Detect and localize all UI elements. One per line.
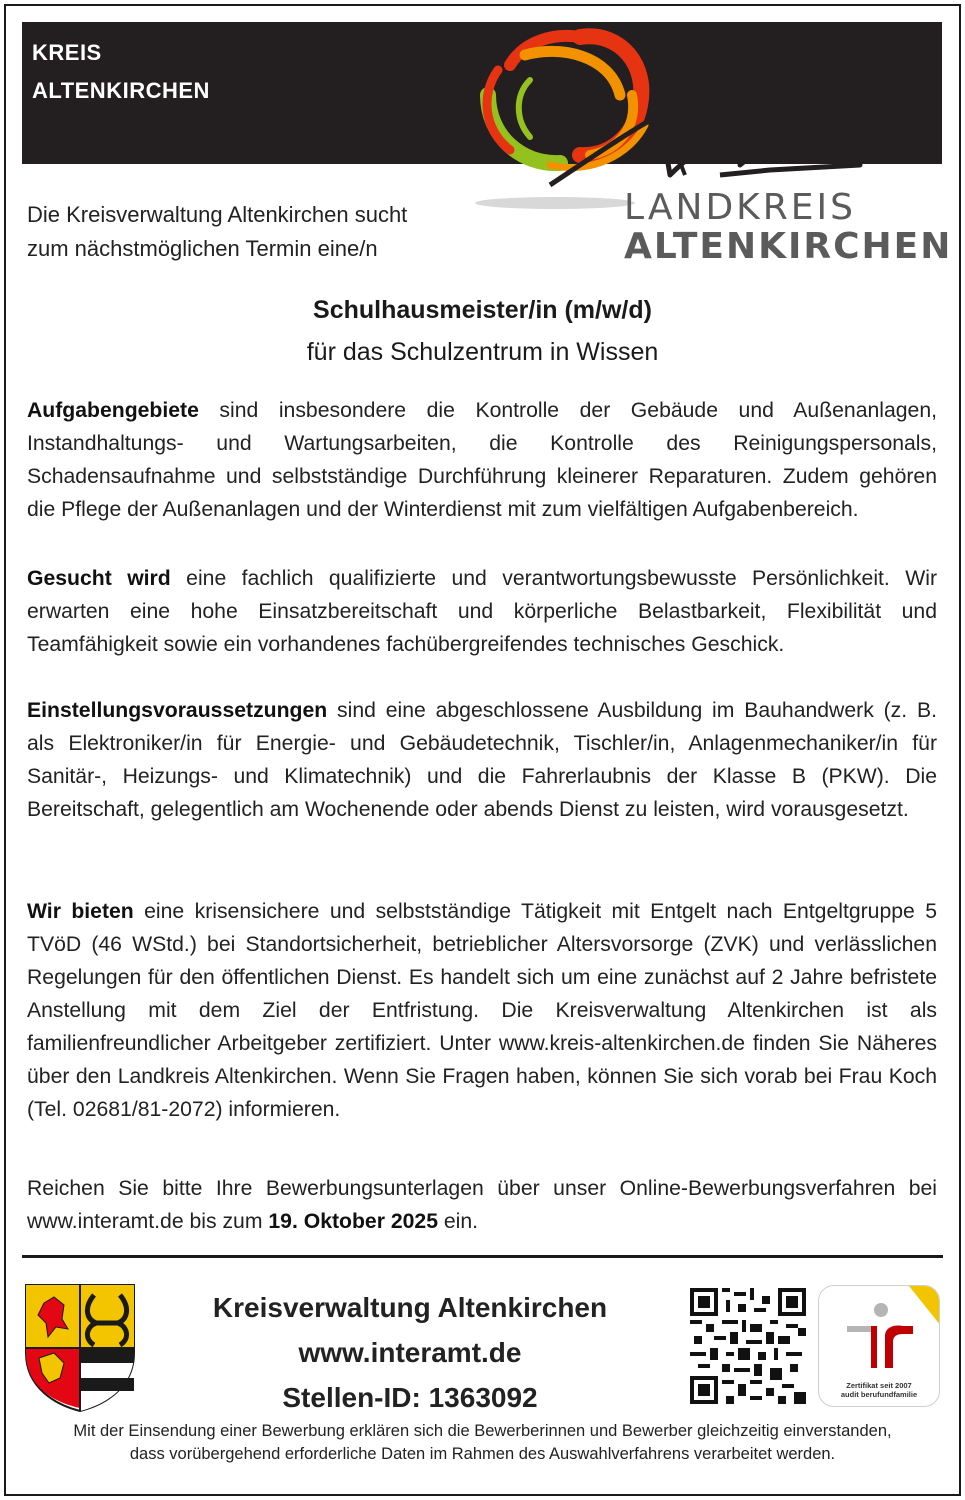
contact-block [160, 1285, 660, 1420]
section-gesucht [27, 562, 937, 661]
bieten-label: Wir bieten [27, 900, 134, 923]
section-aufgaben [27, 394, 937, 526]
job-subtitle: für das Schulzentrum in Wissen [306, 338, 659, 366]
disclaimer-line1: Mit der Einsendung einer Bewerbung erklären sich die Bewerberinnen und Bewerber gleichzeitig einverstanden, [73, 1422, 892, 1440]
altenkirchen-label: ALTENKIRCHEN [624, 226, 953, 267]
job-title: Schulhausmeister/in (m/w/d) [313, 296, 652, 324]
intro-text [27, 198, 467, 266]
kreis-line2: ALTENKIRCHEN [32, 78, 210, 103]
apply-text1: Reichen Sie bitte Ihre Bewerbungsunterlagen über unser Online-Bewerbungsverfahren bei www.interamt.de bis zum [27, 1177, 937, 1233]
bieten-text: eine krisensichere und selbstständige Tätigkeit mit Entgelt nach Entgeltgruppe 5 TVöD (46 WStd.) bei Standortsicherheit, betrieblicher Altersvorsorge (ZVK) und verlässlichen Regelungen für den öffentlichen Dienst. Es handelt sich um eine zunächst auf 2 Jahre befristete Anstellung mit dem Ziel der Entfristung. Die Kreisverwaltung Altenkirchen ist als familienfreundlicher Arbeitgeber zertifiziert. Unter www.kreis-altenkirchen.de finden Sie Näheres über den Landkreis Altenkirchen. Wenn Sie Fragen haben, können Sie sich vorab bei Frau Koch (Tel. 02681/81-2072) informieren. [27, 900, 937, 1121]
qr-code-icon[interactable] [690, 1288, 806, 1404]
disclaimer-line2: dass vorübergehend erforderliche Daten im Rahmen des Auswahlverfahrens verarbeitet werden. [129, 1445, 836, 1463]
apply-deadline: 19. Oktober 2025 [268, 1210, 438, 1233]
section-bieten [27, 895, 937, 1126]
gesucht-text: eine fachlich qualifizierte und verantwortungsbewusste Persönlichkeit. Wir erwarten eine hohe Einsatzbereitschaft und körperliche Belastbarkeit, Flexibilität und Teamfähigkeit sowie ein vorhandenes fachübergreifendes technisches Geschick. [27, 567, 937, 656]
section-einstellung [27, 694, 937, 826]
contact-website[interactable]: www.interamt.de [298, 1337, 522, 1368]
intro-line2: zum nächstmöglichen Termin eine/n [27, 236, 378, 261]
contact-stellen-id: Stellen-ID: 1363092 [282, 1382, 538, 1413]
certificate-badge [818, 1285, 940, 1407]
kreis-wordmark [32, 34, 210, 110]
intro-line1: Die Kreisverwaltung Altenkirchen sucht [27, 202, 408, 227]
einstellung-text: sind eine abgeschlossene Ausbildung im Bauhandwerk (z. B. als Elektroniker/in für Energie- und Gebäudetechnik, Tischler/in, Anlagenmechaniker/in für Sanitär-, Heizungs- und Klimatechnik) und die Fahrerlaubnis der Klasse B (PKW). Die Bereitschaft, gelegentlich am Wochenende oder abends Dienst zu leisten, wird vorausgesetzt. [27, 699, 937, 821]
aufgaben-text: sind insbesondere die Kontrolle der Gebäude und Außenanlagen, Instandhaltungs- und Wartungsarbeiten, die Kontrolle des Reinigungspersonals, Schadensaufnahme und selbstständige Durchführung kleinerer Reparaturen. Zudem gehören die Pflege der Außenanlagen und der Winterdienst mit zum vielfältigen Aufgabenbereich. [27, 399, 937, 521]
apply-text2: ein. [437, 1210, 479, 1233]
coat-of-arms-icon [24, 1283, 136, 1413]
gesucht-label: Gesucht wird [27, 567, 171, 590]
kreis-line1: KREIS [32, 40, 102, 65]
aufgaben-label: Aufgabengebiete [27, 399, 199, 422]
cert-line2: audit berufundfamilie [840, 1390, 918, 1399]
certificate-text [819, 1381, 939, 1399]
einstellung-label: Einstellungsvoraussetzungen [27, 699, 328, 722]
disclaimer [22, 1420, 943, 1466]
landkreis-label: LANDKREIS [624, 187, 856, 228]
cert-line1: Zertifikat seit 2007 [846, 1381, 912, 1390]
footer-divider [22, 1255, 943, 1258]
section-apply [27, 1172, 937, 1238]
contact-org: Kreisverwaltung Altenkirchen [212, 1292, 608, 1323]
audit-logo-icon [819, 1286, 940, 1381]
